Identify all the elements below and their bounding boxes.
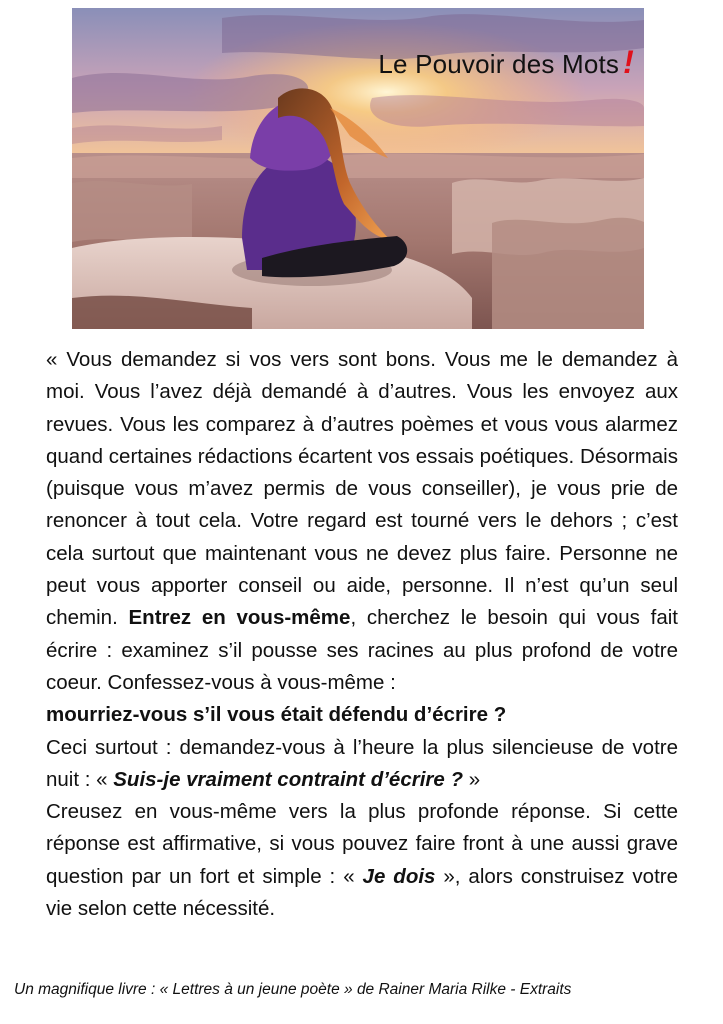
paragraph-night: Ceci surtout : demandez-vous à l’heure la plus silencieuse de votre nuit : « Suis-je vraiment contraint d’écrire ? » [46,735,678,791]
emphasis-i-must: Je dois [362,864,436,888]
page-title: Le Pouvoir des Mots ! [378,44,634,80]
paragraph-conclusion: Creusez en vous-même vers la plus profonde réponse. Si cette réponse est affirmative, si vous pouvez faire front à une aussi grave question par un fort et simple : « Je dois », alors construisez votre vie selon cette nécessité. [46,800,678,921]
hero-image [72,8,644,329]
paragraph-intro: « Vous demandez si vos vers sont bons. Vous me le demandez à moi. Vous l’avez déjà demandé à d’autres. Vous les envoyez aux revues. Vous les comparez à d’autres poèmes et vous vous alarmez quand certaines rédactions écartent vos essais poétiques. Désormais (puisque vous m’avez permis de vous conseiller), je vous prie de renoncer à tout cela. Votre regard est tourné vers le dehors ; c’est cela surtout que maintenant vous ne devez plus faire. Personne ne peut vous apporter conseil ou aide, personne. Il n’est qu’un seul chemin. Entrez en vous-même, cherchez le besoin qui vous fait écrire : examinez s’il pousse ses racines au plus profond de votre coeur. Confessez-vous à vous-même : [46,348,678,694]
footer-source: Un magnifique livre : « Lettres à un jeune poète » de Rainer Maria Rilke - Extraits [14,981,572,998]
paragraph-question: mourriez-vous s’il vous était défendu d’écrire ? [46,703,507,727]
emphasis-enter-yourself: Entrez en vous-même [128,606,351,630]
emphasis-constrained: Suis-je vraiment contraint d’écrire ? [113,767,463,791]
exclamation-mark: ! [623,44,634,80]
quote-text [46,344,678,925]
